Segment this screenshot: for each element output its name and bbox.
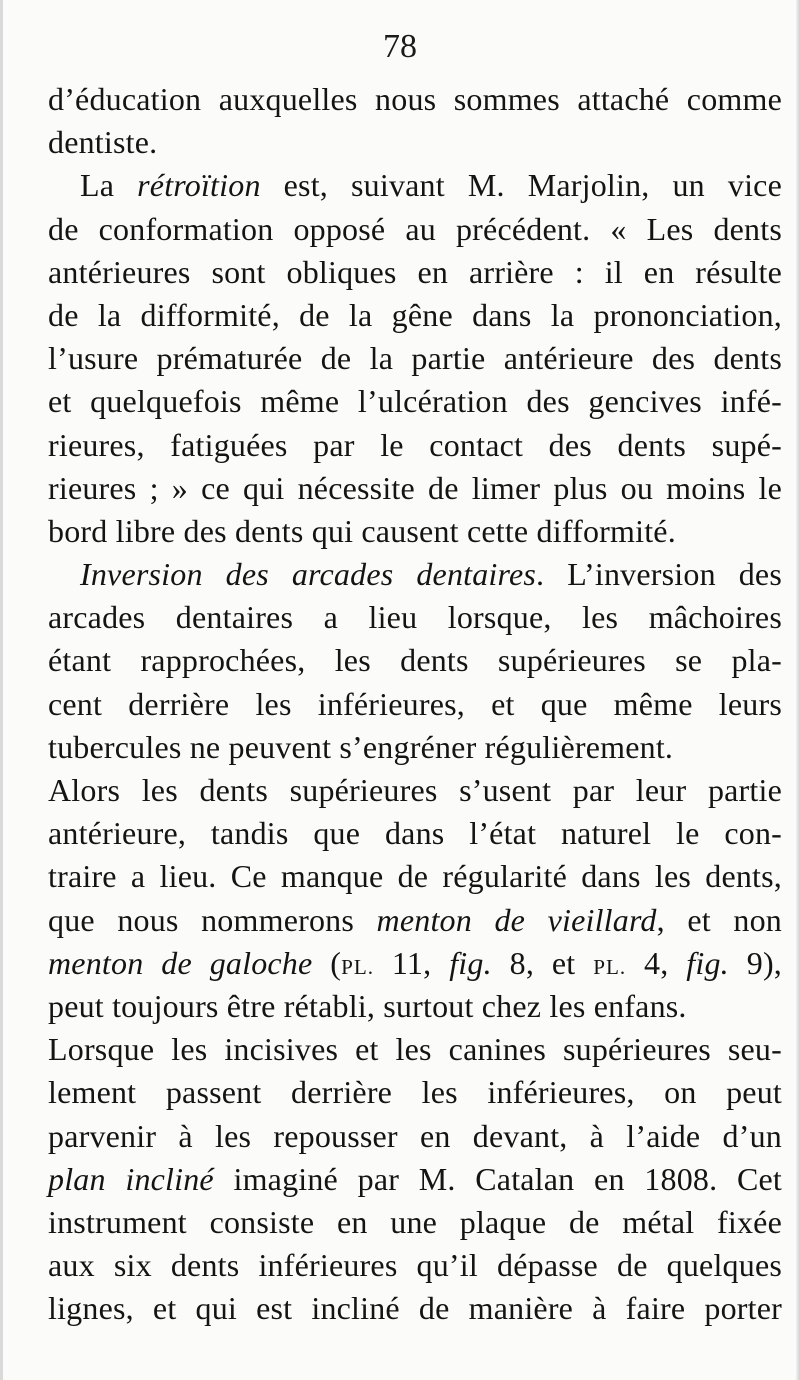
body-text bbox=[48, 78, 782, 1330]
text-run: de conformation opposé au précédent. « Les dents bbox=[48, 210, 782, 247]
italic-text: rétroïtion bbox=[137, 167, 261, 204]
text-line bbox=[48, 596, 782, 639]
text-run: que nous nommerons bbox=[48, 901, 377, 938]
text-run: lement passent derrière les inférieures, on peut bbox=[48, 1074, 782, 1111]
italic-text: menton de galoche bbox=[48, 944, 313, 981]
text-run: , et non bbox=[656, 901, 782, 938]
text-run: antérieure, tandis que dans l’état naturel le con- bbox=[48, 815, 782, 852]
text-run: rieures ; » ce qui nécessite de limer plus ou moins le bbox=[48, 469, 782, 506]
text-run: est, suivant M. Marjolin, un vice bbox=[260, 167, 782, 204]
text-run: l’usure prématurée de la partie antérieure des dents bbox=[48, 340, 782, 377]
small-caps-text: PL. bbox=[341, 954, 375, 979]
italic-text: fig. bbox=[449, 944, 492, 981]
page-number: 78 bbox=[383, 28, 417, 65]
text-run: La bbox=[80, 167, 138, 204]
text-line bbox=[48, 899, 782, 942]
text-line bbox=[48, 251, 782, 294]
text-line bbox=[48, 467, 782, 510]
text-run: aux six dents inférieures qu’il dépasse de quelques bbox=[48, 1247, 782, 1284]
text-line bbox=[48, 769, 782, 812]
text-line bbox=[48, 985, 782, 1028]
text-line bbox=[48, 639, 782, 682]
italic-text: plan incliné bbox=[48, 1160, 214, 1197]
small-caps-text: PL. bbox=[593, 954, 627, 979]
text-line bbox=[48, 1028, 782, 1071]
italic-text: fig. bbox=[686, 944, 729, 981]
text-run: bord libre des dents qui causent cette difformité. bbox=[48, 512, 676, 549]
text-line bbox=[48, 78, 782, 121]
text-run: instrument consiste en une plaque de métal fixée bbox=[48, 1203, 782, 1240]
text-line bbox=[48, 1244, 782, 1287]
text-line bbox=[48, 424, 782, 467]
text-run: de la difformité, de la gêne dans la prononciation, bbox=[48, 296, 782, 333]
text-line bbox=[48, 553, 782, 596]
text-line bbox=[48, 294, 782, 337]
text-line bbox=[48, 683, 782, 726]
text-line bbox=[48, 1115, 782, 1158]
text-line bbox=[48, 855, 782, 898]
text-run: et quelquefois même l’ulcération des gencives infé- bbox=[48, 383, 782, 420]
text-line bbox=[48, 1158, 782, 1201]
text-line bbox=[48, 1071, 782, 1114]
text-line bbox=[48, 1287, 782, 1330]
text-run: Lorsque les incisives et les canines supérieures seu- bbox=[48, 1031, 782, 1068]
text-line bbox=[48, 164, 782, 207]
text-run: peut toujours être rétabli, surtout chez les enfans. bbox=[48, 987, 687, 1024]
text-line bbox=[48, 121, 782, 164]
text-run: 9), bbox=[728, 944, 783, 981]
text-run: dentiste. bbox=[48, 124, 158, 161]
text-run: rieures, fatiguées par le contact des dents supé- bbox=[48, 426, 782, 463]
text-run: traire a lieu. Ce manque de régularité dans les dents, bbox=[48, 858, 782, 895]
text-line bbox=[48, 942, 782, 985]
text-run: cent derrière les inférieures, et que même leurs bbox=[48, 685, 782, 722]
italic-text: Inversion des arcades dentaires bbox=[80, 556, 537, 593]
text-line bbox=[48, 1201, 782, 1244]
page-left-edge bbox=[0, 0, 3, 1380]
page-right-edge bbox=[796, 0, 800, 1380]
text-line bbox=[48, 510, 782, 553]
italic-text: menton de vieillard bbox=[376, 901, 657, 938]
text-run: 8, et bbox=[491, 944, 594, 981]
text-run: arcades dentaires a lieu lorsque, les mâchoires bbox=[48, 599, 782, 636]
text-run: lignes, et qui est incliné de manière à faire porter bbox=[48, 1290, 782, 1327]
text-run: d’éducation auxquelles nous sommes attaché comme bbox=[48, 81, 782, 117]
text-run: étant rapprochées, les dents supérieures se pla- bbox=[48, 642, 782, 679]
text-line bbox=[48, 337, 782, 380]
text-run: . L’inversion des bbox=[536, 556, 782, 593]
text-line bbox=[48, 812, 782, 855]
text-run: antérieures sont obliques en arrière : il en résulte bbox=[48, 253, 782, 290]
text-line bbox=[48, 380, 782, 423]
text-run: ( bbox=[312, 944, 342, 981]
text-run: imaginé par M. Catalan en 1808. Cet bbox=[213, 1160, 782, 1197]
text-run: tubercules ne peuvent s’engréner régulièrement. bbox=[48, 728, 674, 765]
text-run: 4, bbox=[626, 944, 687, 981]
text-line bbox=[48, 208, 782, 251]
text-run: parvenir à les repousser en devant, à l’aide d’un bbox=[48, 1117, 782, 1154]
text-run: Alors les dents supérieures s’usent par leur partie bbox=[48, 772, 782, 808]
text-line bbox=[48, 726, 782, 769]
text-run: 11, bbox=[374, 944, 450, 981]
